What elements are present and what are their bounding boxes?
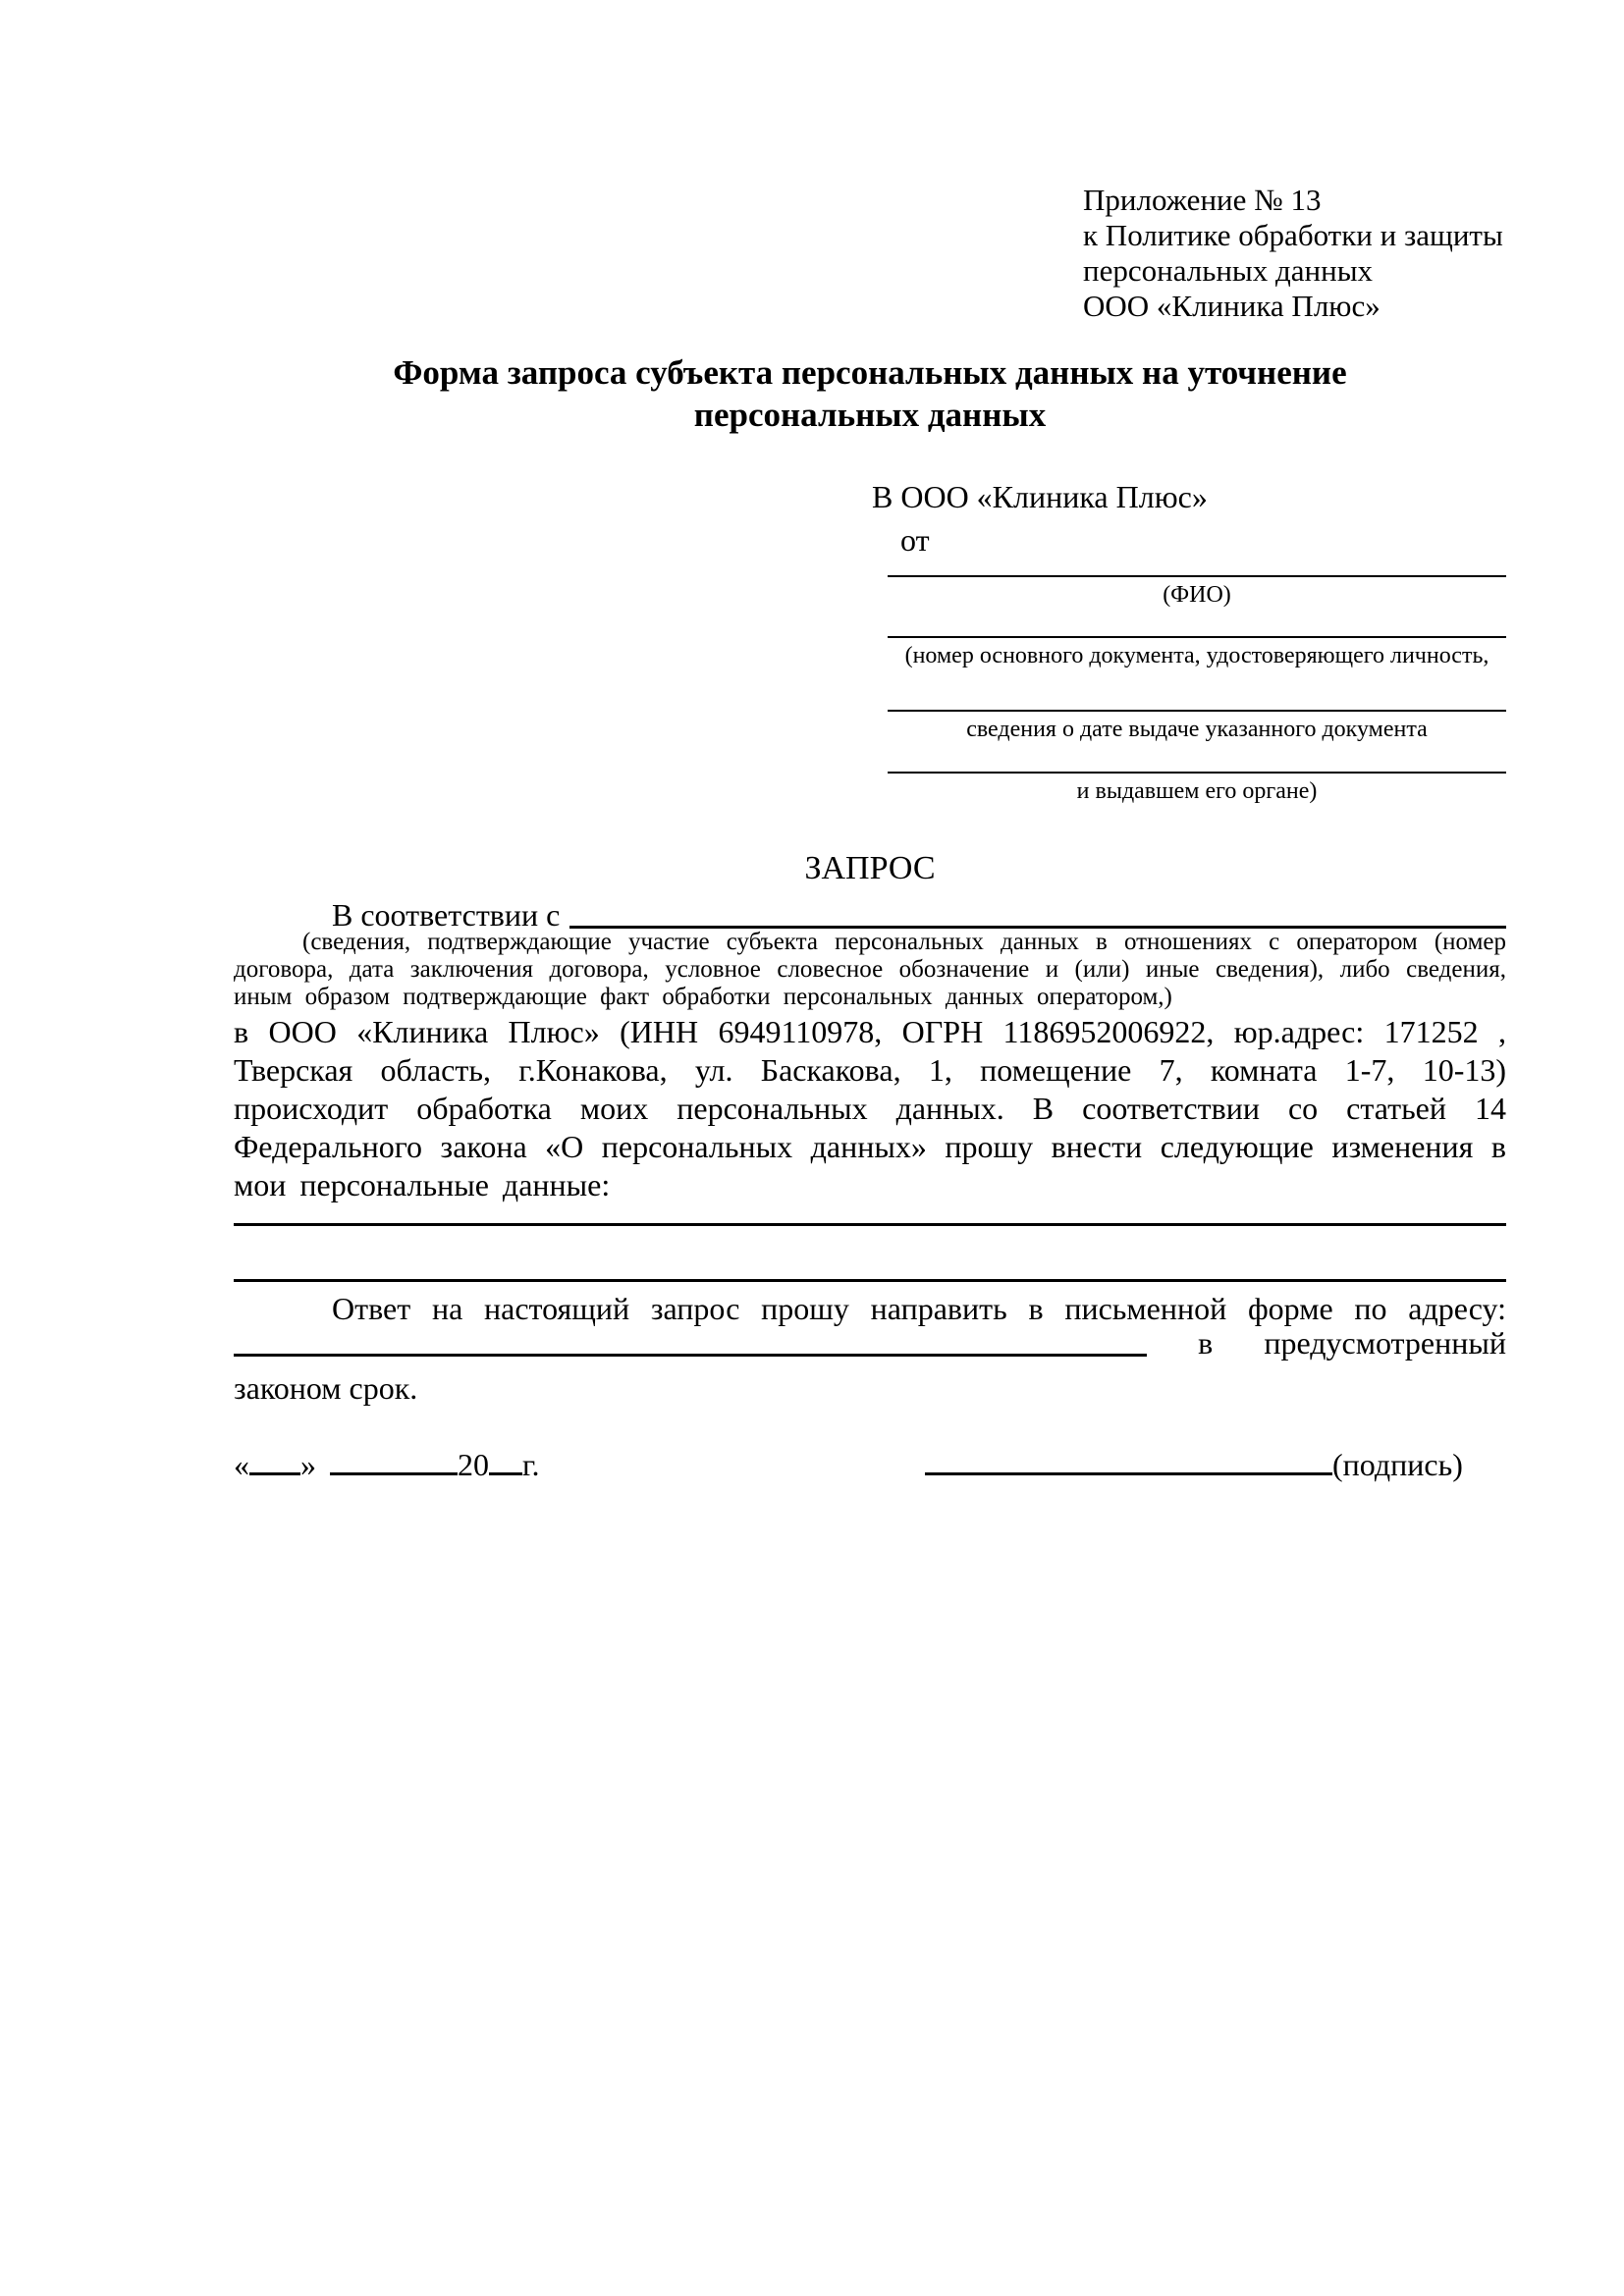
appendix-block — [1083, 183, 1503, 324]
date-row — [234, 1443, 540, 1483]
issuing-authority-blank-line — [888, 772, 1506, 774]
changes-blank-line-1 — [234, 1223, 1506, 1226]
reply-closing: законом срок. — [234, 1370, 418, 1406]
signature-caption: (подпись) — [1332, 1447, 1463, 1482]
accordance-note: (сведения, подтверждающие участие субъекта персональных данных в отношениях с оператором (номер договора, дата заключения договора, условное словесное обозначение и (или) иные сведения), либо сведения, иным образом подтверждающие факт обработки персональных данных оператором,) — [234, 929, 1506, 1010]
addressee-from-label: от — [900, 522, 930, 558]
reply-address-blank-line — [234, 1354, 1147, 1357]
request-heading: ЗАПРОС — [804, 850, 936, 886]
day-blank-line — [249, 1443, 300, 1475]
body-paragraph: в ООО «Клиника Плюс» (ИНН 6949110978, ОГРН 1186952006922, юр.адрес: 171252 , Тверская область, г.Конакова, ул. Баскакова, 1, помещение 7, комната 1-7, 10-13) происходит обработка моих персональных данных. В соответствии со статьей 14 Федерального закона «О персональных данных» прошу внести следующие изменения в мои персональные данные: — [234, 1014, 1506, 1202]
year-blank-line — [489, 1443, 522, 1475]
appendix-line: к Политике обработки и защиты — [1083, 218, 1503, 252]
reply-address-row — [234, 1325, 1506, 1361]
issuing-authority-caption: и выдавшем его органе) — [1076, 778, 1318, 804]
appendix-line: Приложение № 13 — [1083, 183, 1322, 217]
fio-caption: (ФИО) — [1163, 582, 1231, 608]
addressee-to: В ООО «Клиника Плюс» — [872, 479, 1208, 514]
accordance-label: В соответствии с — [332, 897, 561, 933]
form-title-text: Форма запроса субъекта персональных данных на уточнение персональных данных — [393, 353, 1347, 434]
year-prefix: 20 — [458, 1447, 489, 1482]
changes-blank-line-2 — [234, 1279, 1506, 1282]
close-quote: » — [300, 1447, 316, 1482]
doc-number-caption: (номер основного документа, удостоверяющего личность, — [904, 643, 1489, 668]
signature-row — [925, 1443, 1463, 1483]
appendix-line: ООО «Клиника Плюс» — [1083, 289, 1380, 323]
form-title — [234, 351, 1506, 436]
reply-sentence: Ответ на настоящий запрос прошу направить в письменной форме по адресу: — [332, 1291, 1506, 1326]
reply-word-in: в — [1198, 1325, 1214, 1361]
issue-date-blank-line — [888, 710, 1506, 712]
year-suffix: г. — [522, 1447, 540, 1482]
signature-blank-line — [925, 1443, 1332, 1475]
reply-word-stipulated: предусмотренный — [1264, 1325, 1506, 1361]
appendix-line: персональных данных — [1083, 253, 1374, 288]
issue-date-caption: сведения о дате выдаче указанного документа — [966, 717, 1428, 742]
doc-number-blank-line — [888, 636, 1506, 638]
month-blank-line — [330, 1443, 458, 1475]
open-quote: « — [234, 1447, 249, 1482]
fio-blank-line — [888, 575, 1506, 577]
